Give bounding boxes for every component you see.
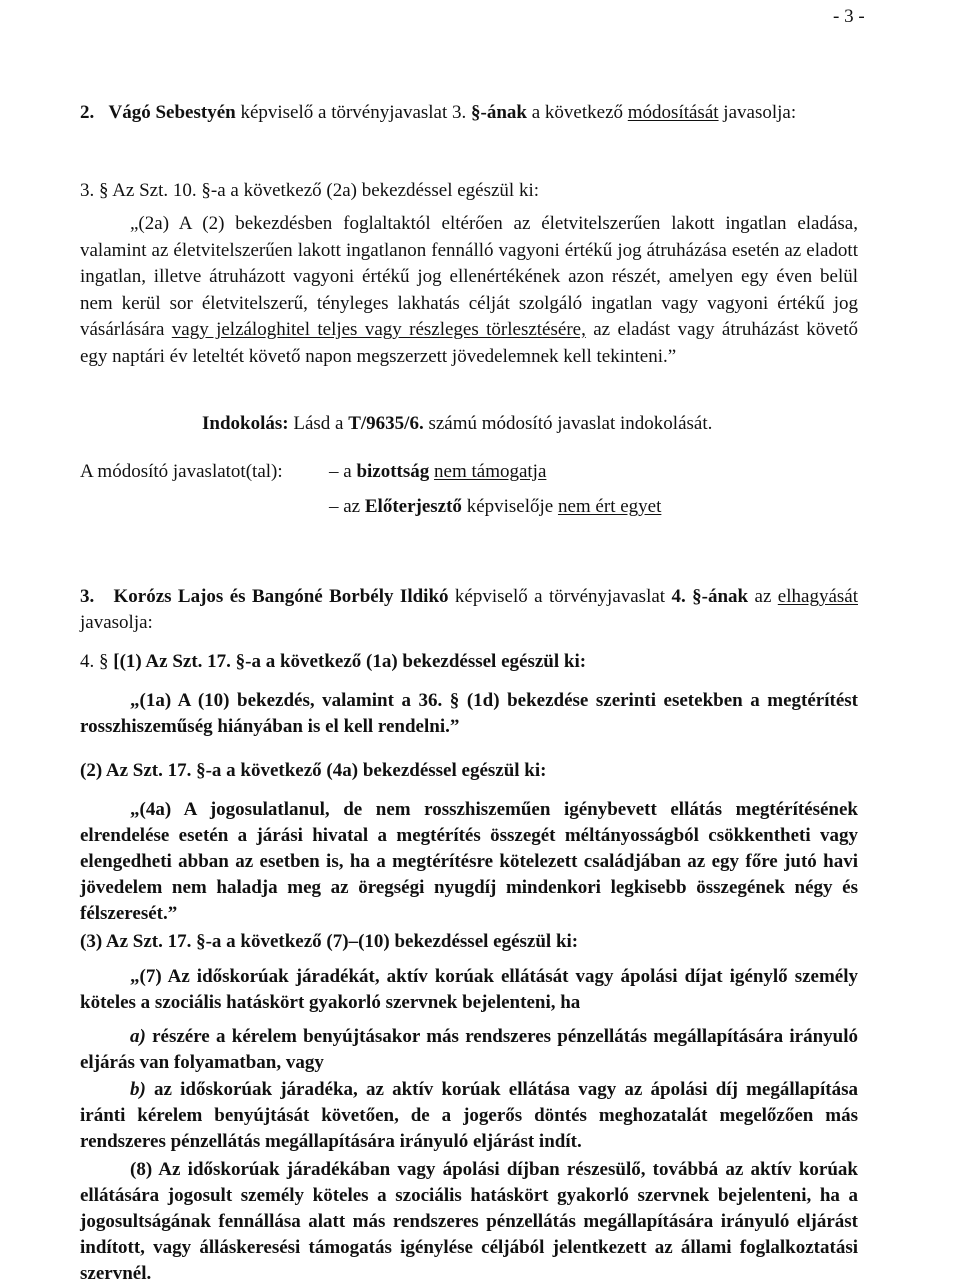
underlined-text: vagy jelzáloghitel teljes vagy részleges törlesztésére, <box>171 319 586 340</box>
paragraph-intro: (3) Az Szt. 17. §-a a következő (7)–(10) bekezdéssel egészül ki: <box>80 931 579 952</box>
header-text: az <box>748 586 778 607</box>
point-text: részére a kérelem benyújtásakor más rendszeres pénzellátás megállapítására irányuló eljárás van folyamatban, vagy <box>80 1026 858 1073</box>
amendment-2-paragraph <box>80 211 858 370</box>
paragraph-3-intro <box>80 929 858 955</box>
page-number: - 3 - <box>833 6 865 27</box>
point-label: a) <box>130 1026 146 1047</box>
paragraph-1a <box>80 688 858 740</box>
header-text: a következő <box>527 102 628 123</box>
item-number: 3. <box>80 586 95 607</box>
amendment-3-header <box>80 584 858 636</box>
paragraph-2-intro <box>80 758 858 784</box>
dash-text: – az <box>329 496 365 517</box>
item-number: 2. <box>80 102 95 123</box>
paragraph-text: „(2a) A (2) bekezdésben foglaltaktól eltérően az életvitelszerűen lakott ingatlan eladása, valamint az életvitelszerűen lakott ingatlanon fennálló vagyoni értékű jog átruházása esetén az eladott ingatlan, illetve átruházott vagyoni értékű jog ellenértékének azon részét, amelyen egy éven belül nem kerül sor életvitelszerű, tényleges lakhatás célját szolgáló ingatlan vagy vagyoni értékű jog vásárlására <box>80 213 858 340</box>
header-text: javasolja: <box>80 612 153 633</box>
committee-decision: nem támogatja <box>434 461 547 482</box>
section-ref: §-ának <box>471 102 527 123</box>
reasoning-line <box>202 411 712 437</box>
modification-link: módosítását <box>627 102 719 123</box>
header-text: javasolja: <box>718 102 797 123</box>
reasoning-text: számú módosító javaslat indokolását. <box>423 413 713 434</box>
amendment-2-intro: 3. § Az Szt. 10. §-a a következő (2a) bekezdéssel egészül ki: <box>80 180 540 201</box>
paragraph-text: (8) Az időskorúak járadékában vagy ápolási díjban részesülő, továbbá az aktív korúak ellátására jogosult személy köteles a szociális hatáskört gyakorló szervnek bejelenteni, ha a jogosultságának fennállása alatt más rendszeres pénzellátás megállapítására irányuló eljárást indított, vagy álláskeresési támogatás igénylése céljából jelentkezett az állami foglalkoztatási szervnél. <box>80 1159 858 1284</box>
proposer-name: Vágó Sebestyén <box>108 102 236 123</box>
paragraph-text: „(7) Az időskorúak járadékát, aktív korúak ellátását vagy ápolási díjat igénylő személy köteles a szociális hatáskört gyakorló szervnek bejelenteni, ha <box>80 966 858 1013</box>
section-intro-text: [(1) Az Szt. 17. §-a a következő (1a) bekezdéssel egészül ki: <box>113 651 587 672</box>
proposer-position <box>329 494 661 520</box>
paragraph-text: az eladást vagy átruházást követő egy naptári év leteltét követő napon megszerzett jövedelemnek kell tekinteni.” <box>80 319 858 367</box>
point-text: az időskorúak járadéka, az aktív korúak ellátása vagy az ápolási díj megállapítása iránti kérelem benyújtását követően, de a jogerős döntés meghozatalát megelőzően más rendszeres pénzellátás megállapítására irányuló eljárást indít. <box>80 1079 858 1152</box>
paragraph-text: „(1a) A (10) bekezdés, valamint a 36. § (1d) bekezdése szerinti esetekben a megtérítést rosszhiszeműség hiányában is el kell rendelni.” <box>80 690 858 737</box>
support-label: A módosító javaslatot(tal): <box>80 461 283 482</box>
amendment-2-header <box>80 100 858 126</box>
paragraph-8 <box>80 1157 858 1287</box>
header-text: képviselő a törvényjavaslat 3. <box>235 102 472 123</box>
proposer-decision: nem ért egyet <box>557 496 662 517</box>
reasoning-reference: T/9635/6. <box>348 413 424 434</box>
reasoning-text: Lásd a <box>288 413 349 434</box>
paragraph-7-point-b <box>80 1077 858 1155</box>
proposer-label: Előterjesztő <box>364 496 462 517</box>
paragraph-text: „(4a) A jogosulatlanul, de nem rosszhiszeműen igénybevett ellátás megtérítésének elrendelése esetén a járási hivatal a megtérítés összegét méltányosságból csökkentheti vagy elengedheti abban az esetben is, ha a megtérítésre kötelezett családjában az egy főre jutó havi jövedelem nem haladja meg az öregségi nyugdíj mindenkori legkisebb összegének négy és félszeresét.” <box>80 799 858 924</box>
paragraph-7 <box>80 964 858 1016</box>
proposer-name: Korózs Lajos és Bangóné Borbély Ildikó <box>113 586 449 607</box>
paragraph-7-point-a <box>80 1024 858 1076</box>
header-text: képviselő a törvényjavaslat <box>448 586 672 607</box>
omission-link: elhagyását <box>777 586 858 607</box>
dash-text: – a <box>329 461 357 482</box>
committee-label: bizottság <box>356 461 430 482</box>
reasoning-label: Indokolás: <box>202 413 289 434</box>
paragraph-intro: (2) Az Szt. 17. §-a a következő (4a) bekezdéssel egészül ki: <box>80 760 547 781</box>
position-text: képviselője <box>461 496 558 517</box>
paragraph-4a <box>80 797 858 927</box>
section-4-intro <box>80 649 858 675</box>
committee-position <box>329 459 546 485</box>
section-ref: 4. §-ának <box>671 586 749 607</box>
section-number: 4. § <box>80 651 114 672</box>
point-label: b) <box>130 1079 146 1100</box>
